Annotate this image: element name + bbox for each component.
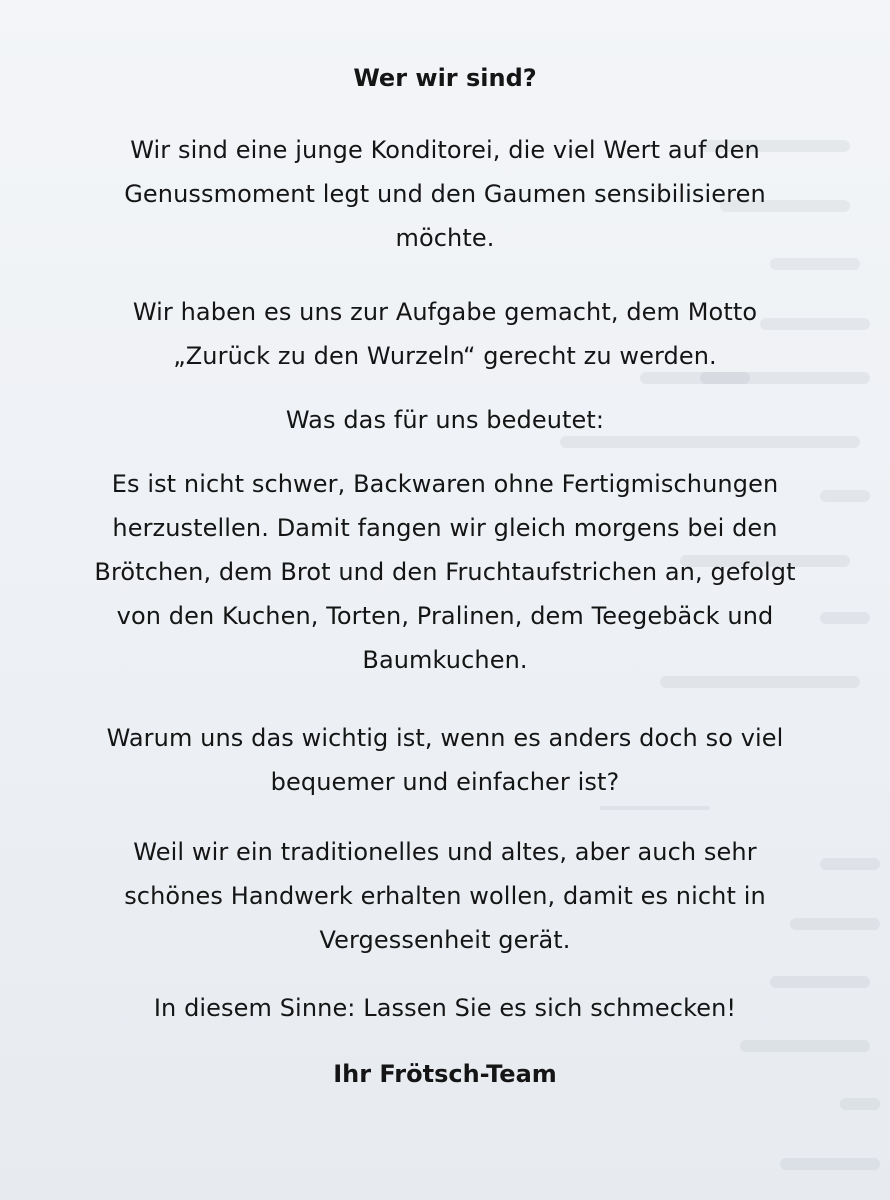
paragraph-answer — [10, 830, 880, 962]
paragraph-motto — [10, 290, 880, 378]
document-title: Wer wir sind? — [353, 64, 537, 92]
paragraph-line: von den Kuchen, Torten, Pralinen, dem Teegebäck und — [116, 602, 774, 630]
paragraph-question — [10, 716, 880, 804]
paragraph-line: Wir haben es uns zur Aufgabe gemacht, dem Motto — [132, 298, 758, 326]
paragraph-closing — [10, 986, 880, 1030]
paragraph-line: bequemer und einfacher ist? — [270, 768, 620, 796]
paragraph-line: Brötchen, dem Brot und den Fruchtaufstrichen an, gefolgt — [94, 558, 796, 586]
paragraph-line: „Zurück zu den Wurzeln“ gerecht zu werden. — [173, 342, 717, 370]
paragraph-line: Es ist nicht schwer, Backwaren ohne Fertigmischungen — [111, 470, 779, 498]
paragraph-line: Baumkuchen. — [362, 646, 528, 674]
paragraph-line: Wir sind eine junge Konditorei, die viel Wert auf den — [130, 136, 760, 164]
signature: Ihr Frötsch-Team — [333, 1060, 557, 1088]
paragraph-line: herzustellen. Damit fangen wir gleich morgens bei den — [112, 514, 778, 542]
paragraph-line: Genussmoment legt und den Gaumen sensibilisieren — [124, 180, 766, 208]
paragraph-intro — [10, 128, 880, 260]
paragraph-line: schönes Handwerk erhalten wollen, damit es nicht in — [124, 882, 766, 910]
paragraph-line: Vergessenheit gerät. — [319, 926, 571, 954]
paragraph-line: In diesem Sinne: Lassen Sie es sich schmecken! — [153, 994, 737, 1022]
paragraph-meaning — [10, 462, 880, 682]
paragraph-line: Was das für uns bedeutet: — [285, 406, 605, 434]
paragraph-line: Weil wir ein traditionelles und altes, aber auch sehr — [133, 838, 757, 866]
paragraph-line: Warum uns das wichtig ist, wenn es anders doch so viel — [106, 724, 784, 752]
paragraph-meaning-heading — [10, 398, 880, 442]
paragraph-line: möchte. — [395, 224, 495, 252]
